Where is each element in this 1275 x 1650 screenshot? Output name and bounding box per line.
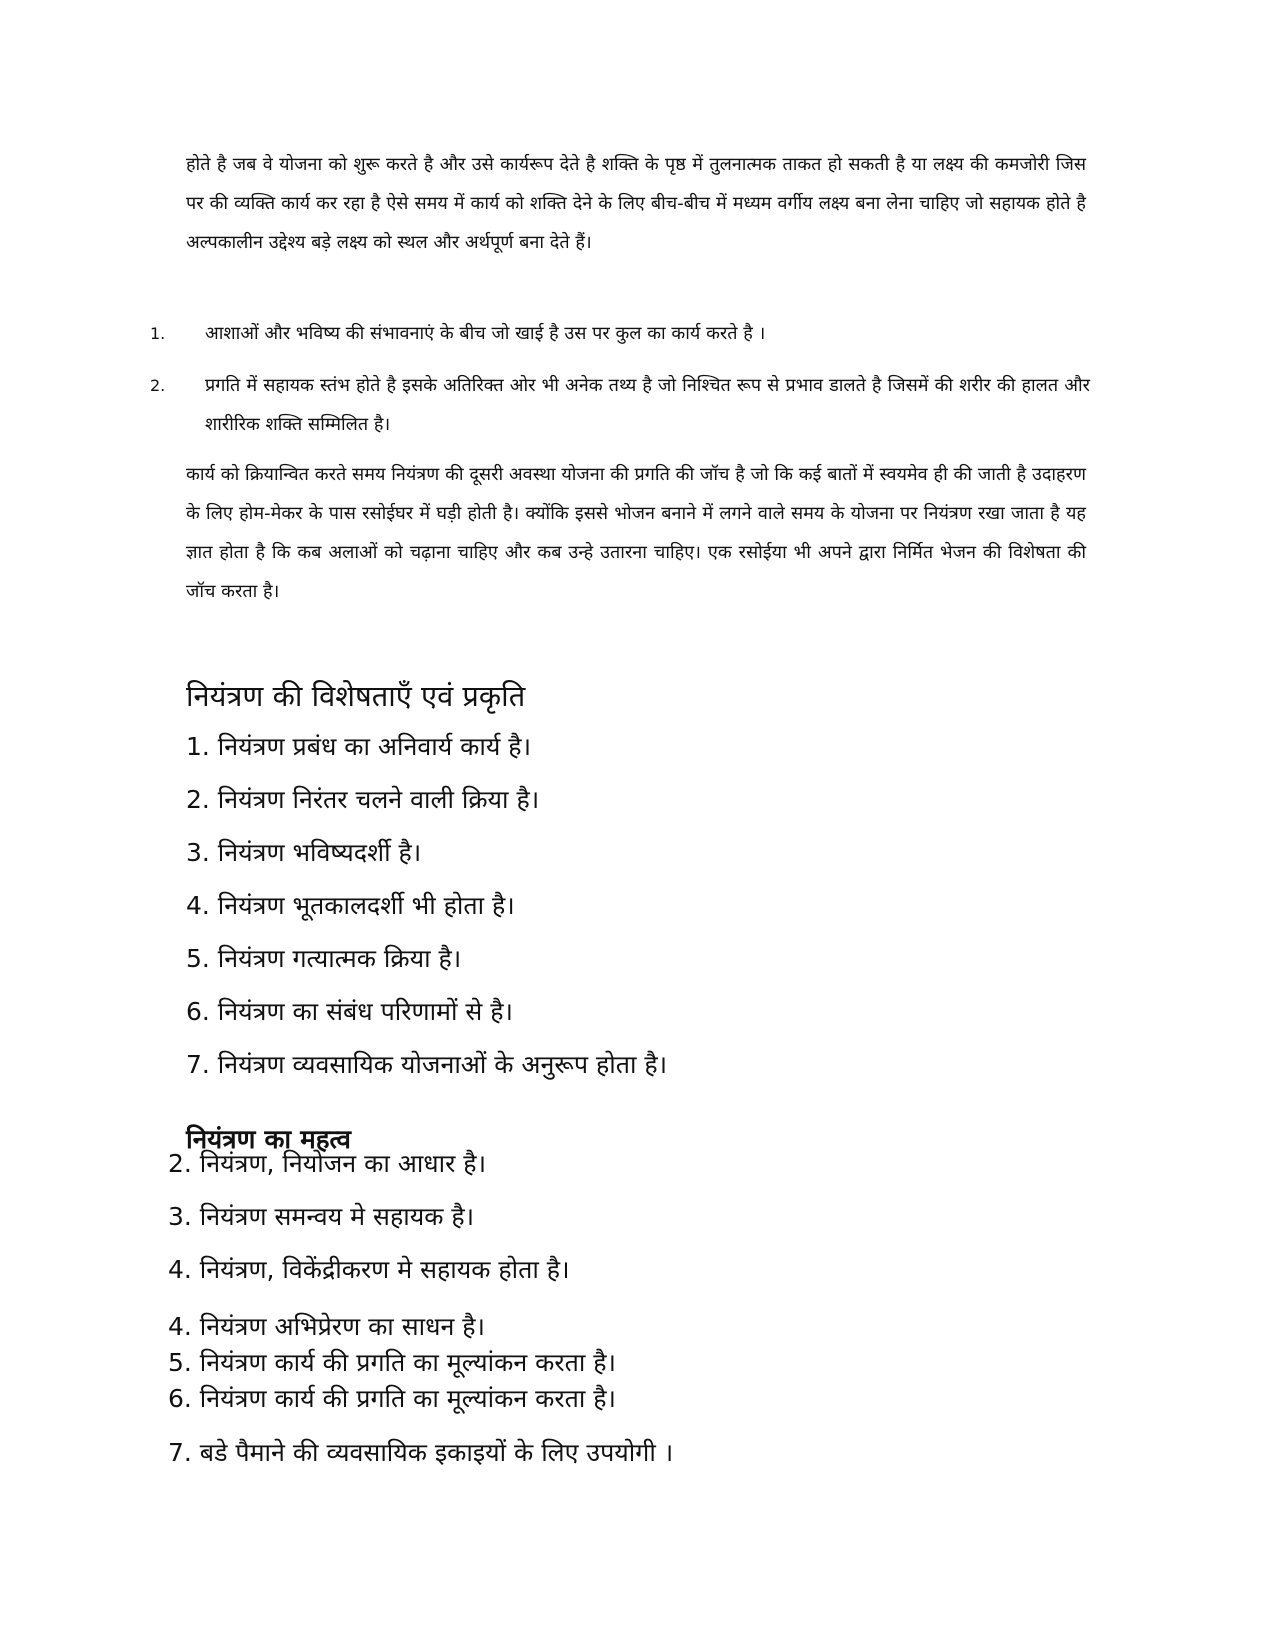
numbered-item-number: 2. — [150, 376, 166, 395]
importance-list-item: 3. नियंत्रण समन्वय मे सहायक है। — [168, 1202, 475, 1231]
features-list-item: 1. नियंत्रण प्रबंध का अनिवार्य कार्य है। — [186, 732, 532, 761]
features-list-item: 3. नियंत्रण भविष्यदर्शी है। — [186, 838, 422, 867]
importance-list-item: 4. नियंत्रण, विकेंद्रीकरण मे सहायक होता है। — [168, 1255, 570, 1284]
features-list-item: 5. नियंत्रण गत्यात्मक क्रिया है। — [186, 944, 462, 973]
features-list-item: 2. नियंत्रण निरंतर चलने वाली क्रिया है। — [186, 785, 540, 814]
importance-list-item: 7. बडे पैमाने की व्यवसायिक इकाइयों के लिए उपयोगी । — [168, 1438, 674, 1467]
numbered-item-number: 1. — [150, 324, 166, 343]
numbered-item-text: आशाओं और भविष्य की संभावनाएं के बीच जो खाई है उस पर कुल का कार्य करते है । — [205, 323, 766, 344]
intro-paragraph: होते है जब वे योजना को शुरू करते है और उसे कार्यरूप देते है शक्ति के पृष्ठ में तुलनात्मक ताकत हो सकती है या लक्ष्य की कमजोरी जिस पर की व्यक्ति कार्य कर रहा है ऐसे समय में कार्य को शक्ति देने के लिए बीच-बीच में मध्यम वर्गीय लक्ष्य बना लेना चाहिए जो सहायक होते है अल्पकालीन उद्देश्य बड़े लक्ष्य को स्थल और अर्थपूर्ण बना देते हैं। — [186, 154, 1086, 253]
numbered-item-2 — [150, 366, 1090, 444]
importance-heading: नियंत्रण का महत्व — [186, 1125, 351, 1155]
control-paragraph: कार्य को क्रियान्वित करते समय नियंत्रण की दूसरी अवस्था योजना की प्रगति की जॉच है जो कि कई बातों में स्वयमेव ही की जाती है उदाहरण के लिए होम-मेकर के पास रसोईघर में घड़ी होती है। क्योंकि इससे भोजन बनाने में लगने वाले समय के योजना पर नियंत्रण रखा जाता है यह ज्ञात होता है कि कब अलाओं को चढ़ाना चाहिए और कब उन्हे उतारना चाहिए। एक रसोईया भी अपने द्वारा निर्मित भेजन की विशेषता की जॉच करता है। — [186, 464, 1086, 602]
importance-list-item: 2. नियंत्रण, नियोजन का आधार है। — [168, 1149, 487, 1178]
features-list-item: 4. नियंत्रण भूतकालदर्शी भी होता है। — [186, 891, 515, 920]
numbered-item-1 — [150, 314, 1090, 353]
importance-list-item: 5. नियंत्रण कार्य की प्रगति का मूल्यांकन करता है। — [168, 1348, 617, 1377]
numbered-item-text: प्रगति में सहायक स्तंभ होते है इसके अतिरिक्त ओर भी अनेक तथ्य है जो निश्चित रूप से प्रभाव डालते है जिसमें की शरीर की हालत और शारीरिक शक्ति सम्मिलित है। — [205, 375, 1090, 435]
features-heading: नियंत्रण की विशेषताएँ एवं प्रकृति — [186, 679, 526, 713]
importance-list-item: 4. नियंत्रण अभिप्रेरण का साधन है। — [168, 1312, 486, 1341]
features-list-item: 6. नियंत्रण का संबंध परिणामों से है। — [186, 997, 514, 1026]
features-list-item: 7. नियंत्रण व्यवसायिक योजनाओं के अनुरूप होता है। — [186, 1050, 668, 1079]
importance-list-item: 6. नियंत्रण कार्य की प्रगति का मूल्यांकन करता है। — [168, 1384, 617, 1413]
